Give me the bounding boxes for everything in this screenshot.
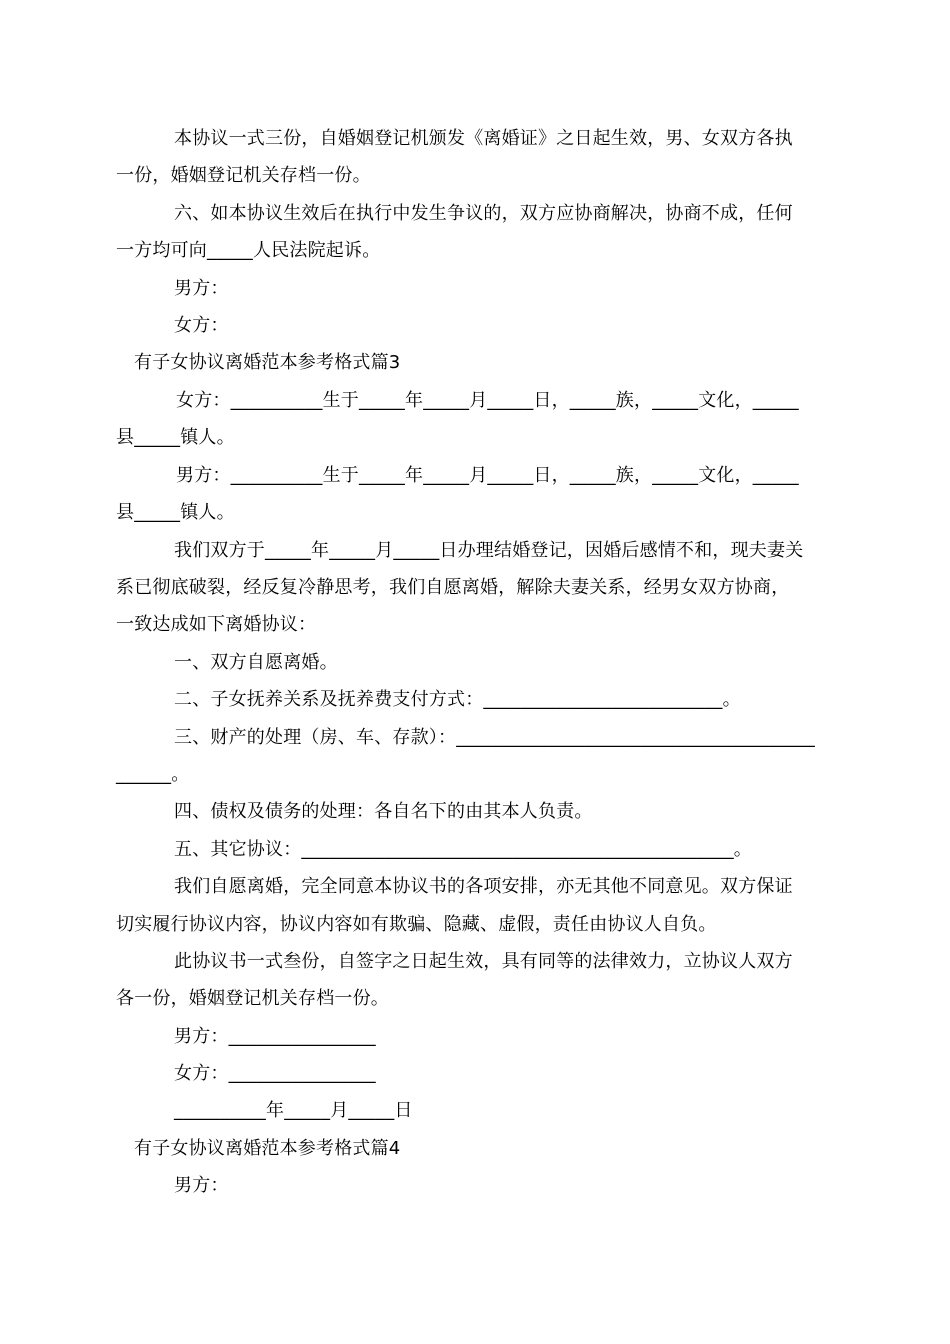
paragraph-line: 五、其它协议：_______________________________________________。: [174, 839, 752, 860]
signature-line: 女方：________________: [174, 1063, 376, 1084]
paragraph-line: 一方均可向_____人民法院起诉。: [116, 240, 381, 261]
paragraph-line: ______。: [116, 764, 190, 785]
paragraph-line: 系已彻底破裂，经反复冷静思考，我们自愿离婚，解除夫妻关系，经男女双方协商，: [116, 577, 790, 598]
paragraph-line: 男方：__________生于_____年_____月_____日，_____族，_____文化，_____: [176, 465, 799, 486]
paragraph-line: 一、双方自愿离婚。: [174, 652, 338, 673]
date-line: __________年_____月_____日: [174, 1100, 413, 1121]
paragraph-line: 我们自愿离婚，完全同意本协议书的各项安排，亦无其他不同意见。双方保证: [174, 876, 793, 897]
paragraph-line: 女方：__________生于_____年_____月_____日，_____族，_____文化，_____: [176, 390, 799, 411]
section-heading: 有子女协议离婚范本参考格式篇3: [134, 352, 401, 373]
paragraph-line: 六、如本协议生效后在执行中发生争议的，双方应协商解决，协商不成，任何: [174, 203, 793, 224]
section-heading: 有子女协议离婚范本参考格式篇4: [134, 1138, 401, 1159]
paragraph-line: 一致达成如下离婚协议：: [116, 614, 317, 635]
paragraph-line: 四、债权及债务的处理：各自名下的由其本人负责。: [174, 801, 593, 822]
paragraph-line: 三、财产的处理（房、车、存款）：_______________________________________: [174, 727, 815, 748]
paragraph-line: 各一份，婚姻登记机关存档一份。: [116, 988, 389, 1009]
signature-line: 男方：: [174, 1175, 229, 1196]
signature-line: 男方：________________: [174, 1026, 376, 1047]
signature-line: 女方：: [174, 315, 229, 336]
signature-line: 男方：: [174, 278, 229, 299]
paragraph-line: 县_____镇人。: [116, 427, 235, 448]
paragraph-line: 二、子女抚养关系及抚养费支付方式：__________________________。: [174, 689, 741, 710]
paragraph-line: 县_____镇人。: [116, 502, 235, 523]
paragraph-line: 此协议书一式叁份，自签字之日起生效，具有同等的法律效力，立协议人双方: [174, 951, 793, 972]
paragraph-line: 切实履行协议内容，协议内容如有欺骗、隐藏、虚假，责任由协议人自负。: [116, 914, 717, 935]
paragraph-line: 我们双方于_____年_____月_____日办理结婚登记，因婚后感情不和，现夫妻关: [174, 540, 804, 561]
paragraph-line: 本协议一式三份，自婚姻登记机颁发《离婚证》之日起生效，男、女双方各执: [174, 128, 793, 149]
paragraph-line: 一份，婚姻登记机关存档一份。: [116, 165, 371, 186]
